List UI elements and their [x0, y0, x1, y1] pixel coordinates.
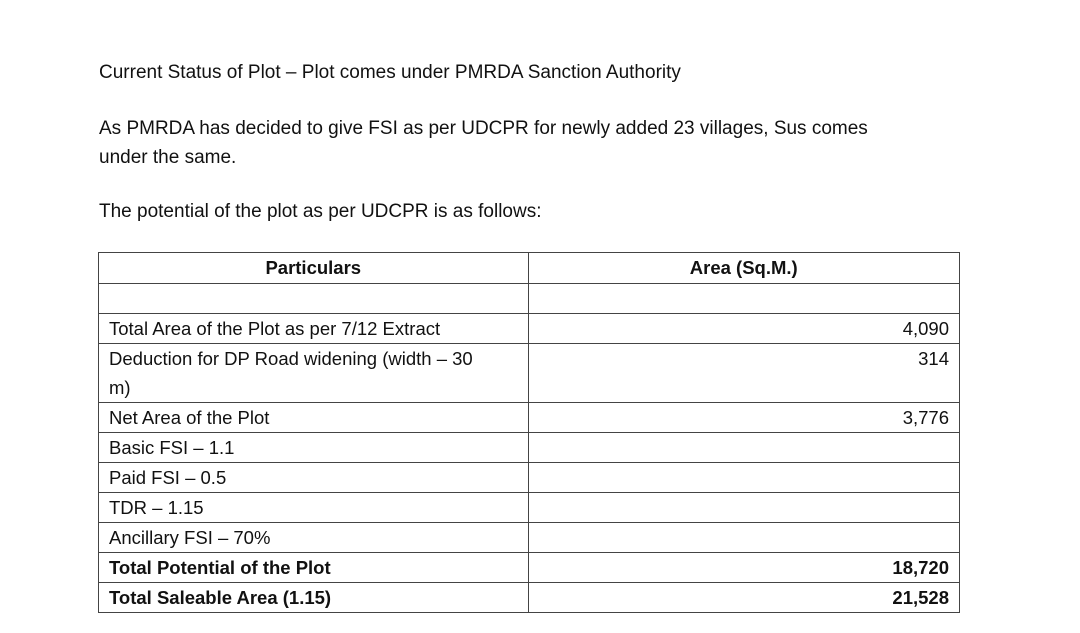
row-value	[528, 433, 959, 463]
area-header: Area (Sq.M.)	[528, 253, 959, 284]
row-value	[528, 523, 959, 553]
row-value: 18,720	[528, 553, 959, 583]
row-label-line-2: m)	[109, 377, 131, 398]
spacer-cell-left	[99, 284, 529, 314]
table-header-row	[99, 253, 960, 284]
table-row	[99, 583, 960, 613]
fsi-decision-line-2: under the same.	[99, 147, 237, 168]
row-value: 3,776	[528, 403, 959, 433]
row-label: Total Saleable Area (1.15)	[99, 583, 529, 613]
fsi-decision-line-1: As PMRDA has decided to give FSI as per UDCPR for newly added 23 villages, Sus comes	[99, 118, 868, 139]
row-label	[99, 344, 529, 403]
row-value: 314	[528, 344, 959, 403]
plot-status-text: Current Status of Plot – Plot comes under PMRDA Sanction Authority	[99, 62, 681, 83]
table-row	[99, 493, 960, 523]
particulars-header: Particulars	[99, 253, 529, 284]
row-value: 21,528	[528, 583, 959, 613]
table-row	[99, 344, 960, 403]
table-row	[99, 433, 960, 463]
row-label: Total Area of the Plot as per 7/12 Extract	[99, 314, 529, 344]
table-spacer-row	[99, 284, 960, 314]
spacer-cell-right	[528, 284, 959, 314]
row-label: Paid FSI – 0.5	[99, 463, 529, 493]
table-row	[99, 463, 960, 493]
row-label: Net Area of the Plot	[99, 403, 529, 433]
potential-intro-text: The potential of the plot as per UDCPR is as follows:	[99, 201, 542, 222]
row-label: TDR – 1.15	[99, 493, 529, 523]
fsi-decision-text	[99, 114, 868, 172]
row-value	[528, 463, 959, 493]
table-row	[99, 403, 960, 433]
row-value: 4,090	[528, 314, 959, 344]
plot-potential-table	[98, 252, 960, 613]
table-row	[99, 523, 960, 553]
table-row	[99, 314, 960, 344]
row-label: Ancillary FSI – 70%	[99, 523, 529, 553]
row-label: Total Potential of the Plot	[99, 553, 529, 583]
row-label-line-1: Deduction for DP Road widening (width – 30	[109, 348, 473, 369]
row-value	[528, 493, 959, 523]
table-row	[99, 553, 960, 583]
row-label: Basic FSI – 1.1	[99, 433, 529, 463]
